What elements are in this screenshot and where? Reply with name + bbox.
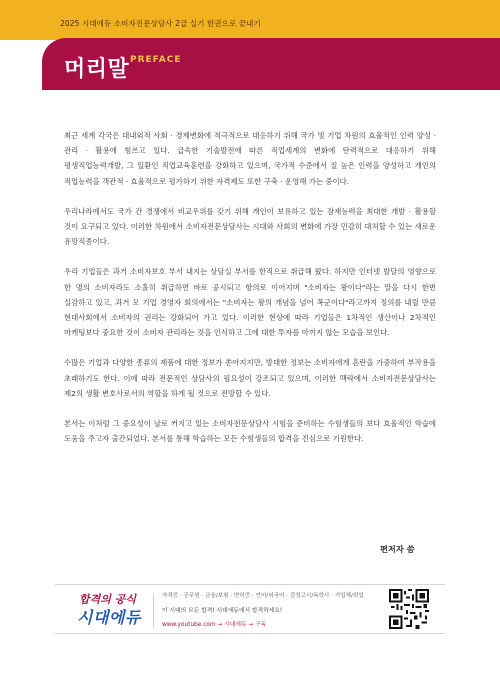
qr-code-icon[interactable] [389,589,429,629]
footer-divider [153,593,154,627]
paragraph: 최근 세계 각국은 대내외적 사회 · 경제변화에 적극적으로 대응하기 위해 국가 및 기업 차원의 효율적인 인력 양성 · 관리 · 활용에 힘쓰고 있다. 급속한 기술발전에 따른 직업세계의 변화에 탄력적으로 대응하기 위해 평생직업능력개발, 그 일환인 직업교육훈련을 강화하고 있으며, 국가적 수준에서 질 높은 인력을 양성하고 개인의 직업능력을 객관적 · 효율적으로 평가하기 위한 자격제도 또한 구축 · 운영해 가는 중이다. [64,131,436,186]
preface-body [64,128,436,461]
footer-categories: 자격증 · 공무원 · 금융/보험 · 면허증 · 언어/외국어 · 검정고시/독학사 · 기업체/취업 [162,593,364,599]
paragraph: 우리나라에서도 국가 간 경쟁에서 비교우위를 갖기 위해 개인이 보유하고 있는 잠재능력을 최대한 개발 · 활용할 것이 요구되고 있다. 이러한 차원에서 소비자전문상담사는 시대와 사회의 변화에 가장 민감히 대처할 수 있는 새로운 유망직종이다. [64,206,436,247]
youtube-link[interactable]: www.youtube.com → 시대에듀 → 구독 [162,622,267,628]
paragraph: 수많은 기업과 다양한 종류의 제품에 대한 정보가 쏟아지지만, 방대한 정보는 소비자에게 혼란을 가중하여 부작용을 초래하기도 한다. 이에 따라 전문적인 상담사의 필요성이 강조되고 있으며, 이러한 맥락에서 소비자전문상담사는 제2의 생활 변호사로서의 역할을 하게 될 것으로 전망할 수 있다. [64,358,436,398]
page-subtitle: PREFACE [130,55,182,65]
top-bar [0,0,500,40]
logo-tagline: 합격의 공식 [79,593,136,606]
author-signature: 편저자 씀 [380,544,415,554]
paragraph: 우리 기업들은 과거 소비자보호 부서 내지는 상담실 부서를 한직으로 취급해 왔다. 하지만 인터넷 발달의 영향으로 한 명의 소비자라도 소홀히 취급하면 바로 공시되고 항의로 이어지며 "소비자는 왕이다"라는 말을 다시 한번 실감하고 있고, 과거 모 기업 경영자 회의에서는 "소비자는 왕의 개념을 넘어 폭군이다"라고까지 정의를 내릴 만큼 현대사회에서 소비자의 권리는 강화되어 가고 있다. 이러한 현상에 따라 기업들은 1차적인 생산이나 2차적인 마케팅보다 중요한 것이 소비자 관리라는 것을 인식하고 그에 대한 투자를 아끼지 않는 모습을 보인다. [64,267,436,338]
footer-banner [55,584,445,634]
paragraph: 본서는 이처럼 그 중요성이 날로 커지고 있는 소비자전문상담사 시험을 준비하는 수험생들의 보다 효율적인 학습에 도움을 주고자 출간되었다. 본서를 통해 학습하는 모든 수험생들의 합격을 진심으로 기원한다. [64,419,436,444]
footer-slogan: 이 시대의 모든 합격! 시대에듀에서 합격하세요! [162,608,283,614]
publisher-logo: 시대에듀 [77,608,141,627]
page-title: 머리말 [64,57,130,82]
book-title: 2025 시대에듀 소비자전문상담사 2급 실기 한권으로 끝내기 [60,19,261,28]
